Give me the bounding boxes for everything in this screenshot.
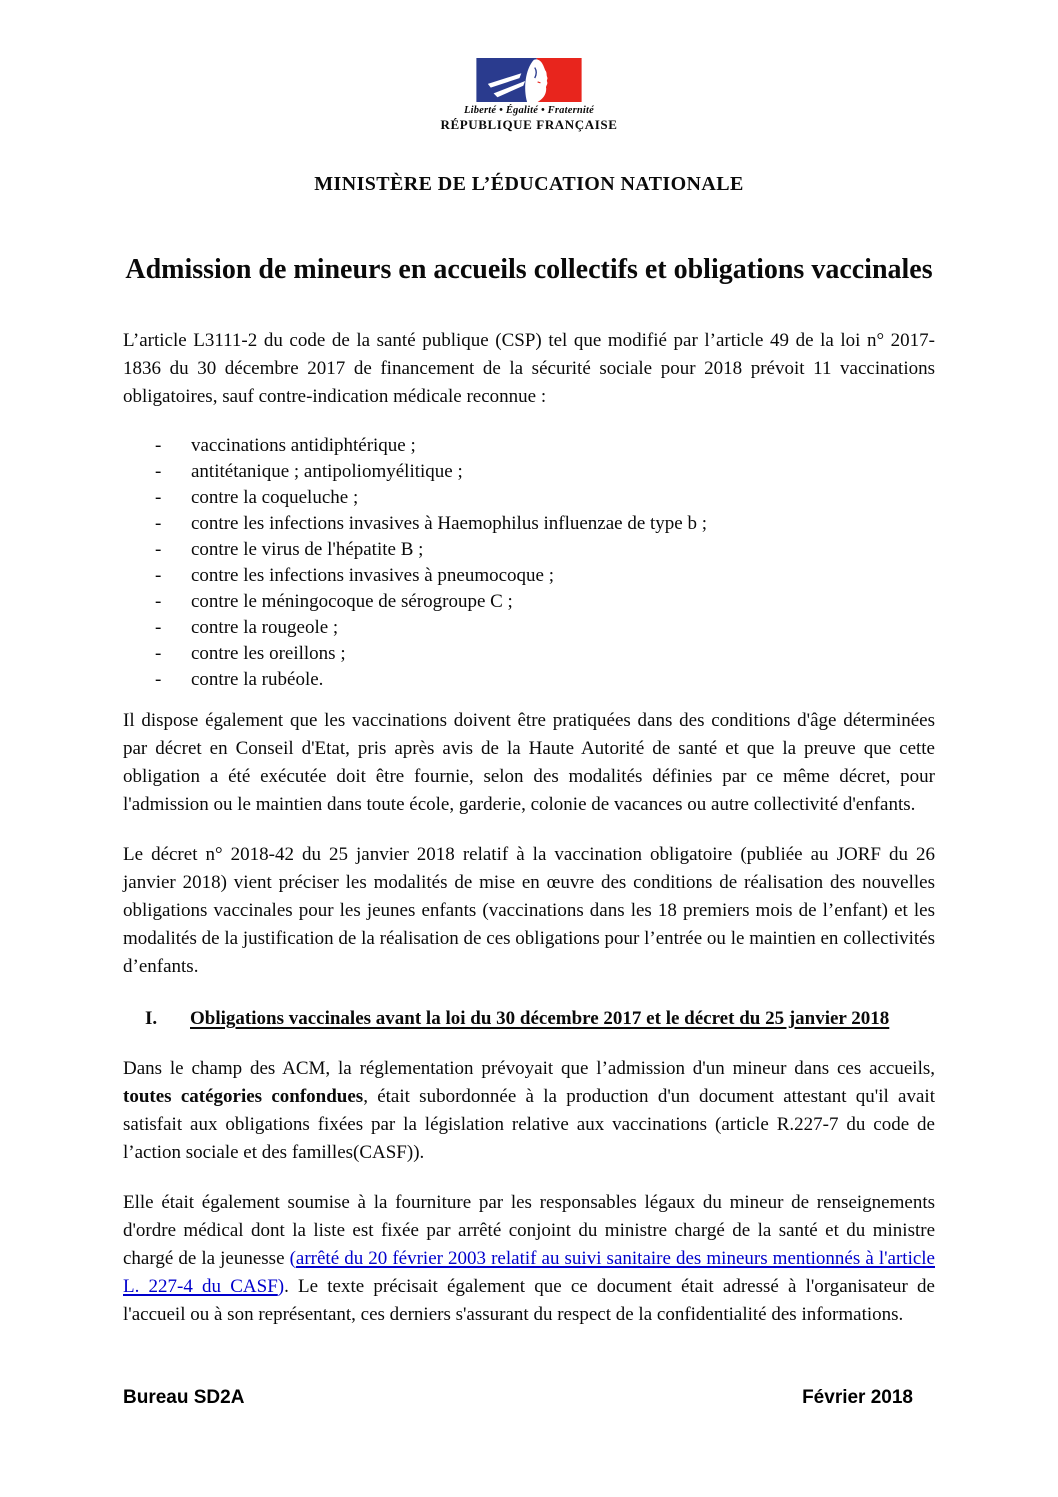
list-item xyxy=(155,563,935,589)
list-dash-marker: - xyxy=(155,435,162,456)
list-item xyxy=(155,615,935,641)
list-item-text: contre les infections invasives à Haemophilus influenzae de type b ; xyxy=(191,513,708,534)
paragraph-conditions: Il dispose également que les vaccinations doivent être pratiquées dans des conditions d'âge déterminées par décret en Conseil d'Etat, pris après avis de la Haute Autorité de santé et que la preuve que cette obligation a été exécutée doit être fournie, selon des modalités définies par ce même décret, pour l'admission ou le maintien dans toute école, garderie, colonie de vacances ou autre collectivité d'enfants. xyxy=(123,710,935,815)
list-item-text: contre le méningocoque de sérogroupe C ; xyxy=(191,591,513,612)
paragraph-decret: Le décret n° 2018-42 du 25 janvier 2018 relatif à la vaccination obligatoire (publiée au JORF du 26 janvier 2018) vient préciser les modalités de mise en œuvre des conditions de réalisation des nouvelles obligations vaccinales pour les jeunes enfants (vaccinations dans les 18 premiers mois de l’enfant) et les modalités de la justification de la réalisation de ces obligations pour l’entrée ou le maintien en collectivités d’enfants. xyxy=(123,844,935,977)
arrete-text-before: Elle était également soumise à la fourniture par les responsables légaux du mineur de renseignements d'ordre médical dont la liste est fixée par arrêté conjoint du ministre chargé de la santé et du ministre chargé de la jeunesse xyxy=(123,1192,935,1269)
list-item xyxy=(155,485,935,511)
list-item-text: vaccinations antidiphtérique ; xyxy=(191,435,416,456)
list-item xyxy=(155,641,935,667)
list-dash-marker: - xyxy=(155,513,162,534)
list-item xyxy=(155,537,935,563)
republique-francaise-logo xyxy=(0,0,1058,133)
section-heading-1 xyxy=(145,1005,935,1033)
page-footer xyxy=(123,1387,913,1409)
list-dash-marker: - xyxy=(155,617,162,638)
logo-motto-text: Liberté • Égalité • Fraternité xyxy=(463,105,594,116)
list-item xyxy=(155,459,935,485)
list-dash-marker: - xyxy=(155,669,162,690)
list-item-text: contre les infections invasives à pneumocoque ; xyxy=(191,565,555,586)
list-item xyxy=(155,667,935,693)
paragraph-acm xyxy=(123,1055,935,1167)
section-numeral: I. xyxy=(145,1008,158,1029)
document-title: Admission de mineurs en accueils collectifs et obligations vaccinales xyxy=(125,254,933,285)
logo-republic-text: RÉPUBLIQUE FRANÇAISE xyxy=(440,117,618,132)
list-dash-marker: - xyxy=(155,591,162,612)
list-item xyxy=(155,589,935,615)
link-paren-close: ) xyxy=(277,1276,285,1297)
acm-text-before: Dans le champ des ACM, la réglementation prévoyait que l’admission d'un mineur dans ces accueils, xyxy=(123,1058,935,1079)
ministry-heading: MINISTÈRE DE L’ÉDUCATION NATIONALE xyxy=(314,173,744,195)
list-dash-marker: - xyxy=(155,565,162,586)
paragraph-arrete xyxy=(123,1189,935,1329)
acm-text-after: , était subordonnée à la production d'un document attestant qu'il avait satisfait aux obligations fixées par la législation relative aux vaccinations (article R.227-7 du code de l’action sociale et des familles(CASF)). xyxy=(123,1086,935,1163)
list-item-text: antitétanique ; antipoliomyélitique ; xyxy=(191,461,463,482)
paragraph-intro: L’article L3111-2 du code de la santé publique (CSP) tel que modifié par l’article 49 de la loi n° 2017-1836 du 30 décembre 2017 de financement de la sécurité sociale pour 2018 prévoit 11 vaccinations obligatoires, sauf contre-indication médicale reconnue : xyxy=(123,330,935,407)
footer-bureau-label: Bureau SD2A xyxy=(123,1387,245,1408)
list-dash-marker: - xyxy=(155,487,162,508)
footer-date-label: Février 2018 xyxy=(802,1387,913,1408)
acm-bold-text: toutes catégories confondues xyxy=(123,1086,364,1107)
section-heading-text: Obligations vaccinales avant la loi du 30 décembre 2017 et le décret du 25 janvier 2018 xyxy=(190,1008,890,1029)
list-item xyxy=(155,511,935,537)
list-item-text: contre les oreillons ; xyxy=(191,643,346,664)
list-item-text: contre le virus de l'hépatite B ; xyxy=(191,539,424,560)
list-item xyxy=(155,433,935,459)
vaccination-list xyxy=(155,433,935,693)
arrete-2003-link[interactable]: arrêté du 20 février 2003 relatif au suivi sanitaire des mineurs mentionnés à l'article L. 227-4 du CASF xyxy=(123,1248,935,1297)
french-flag-marianne-icon xyxy=(476,58,582,102)
link-paren-open: ( xyxy=(289,1248,296,1269)
list-dash-marker: - xyxy=(155,539,162,560)
list-dash-marker: - xyxy=(155,461,162,482)
list-dash-marker: - xyxy=(155,643,162,664)
list-item-text: contre la rougeole ; xyxy=(191,617,339,638)
list-item-text: contre la rubéole. xyxy=(191,669,324,690)
arrete-text-after: . Le texte précisait également que ce document était adressé à l'organisateur de l'accueil ou à son représentant, ces derniers s'assurant du respect de la confidentialité des informations. xyxy=(123,1276,935,1325)
list-item-text: contre la coqueluche ; xyxy=(191,487,359,508)
